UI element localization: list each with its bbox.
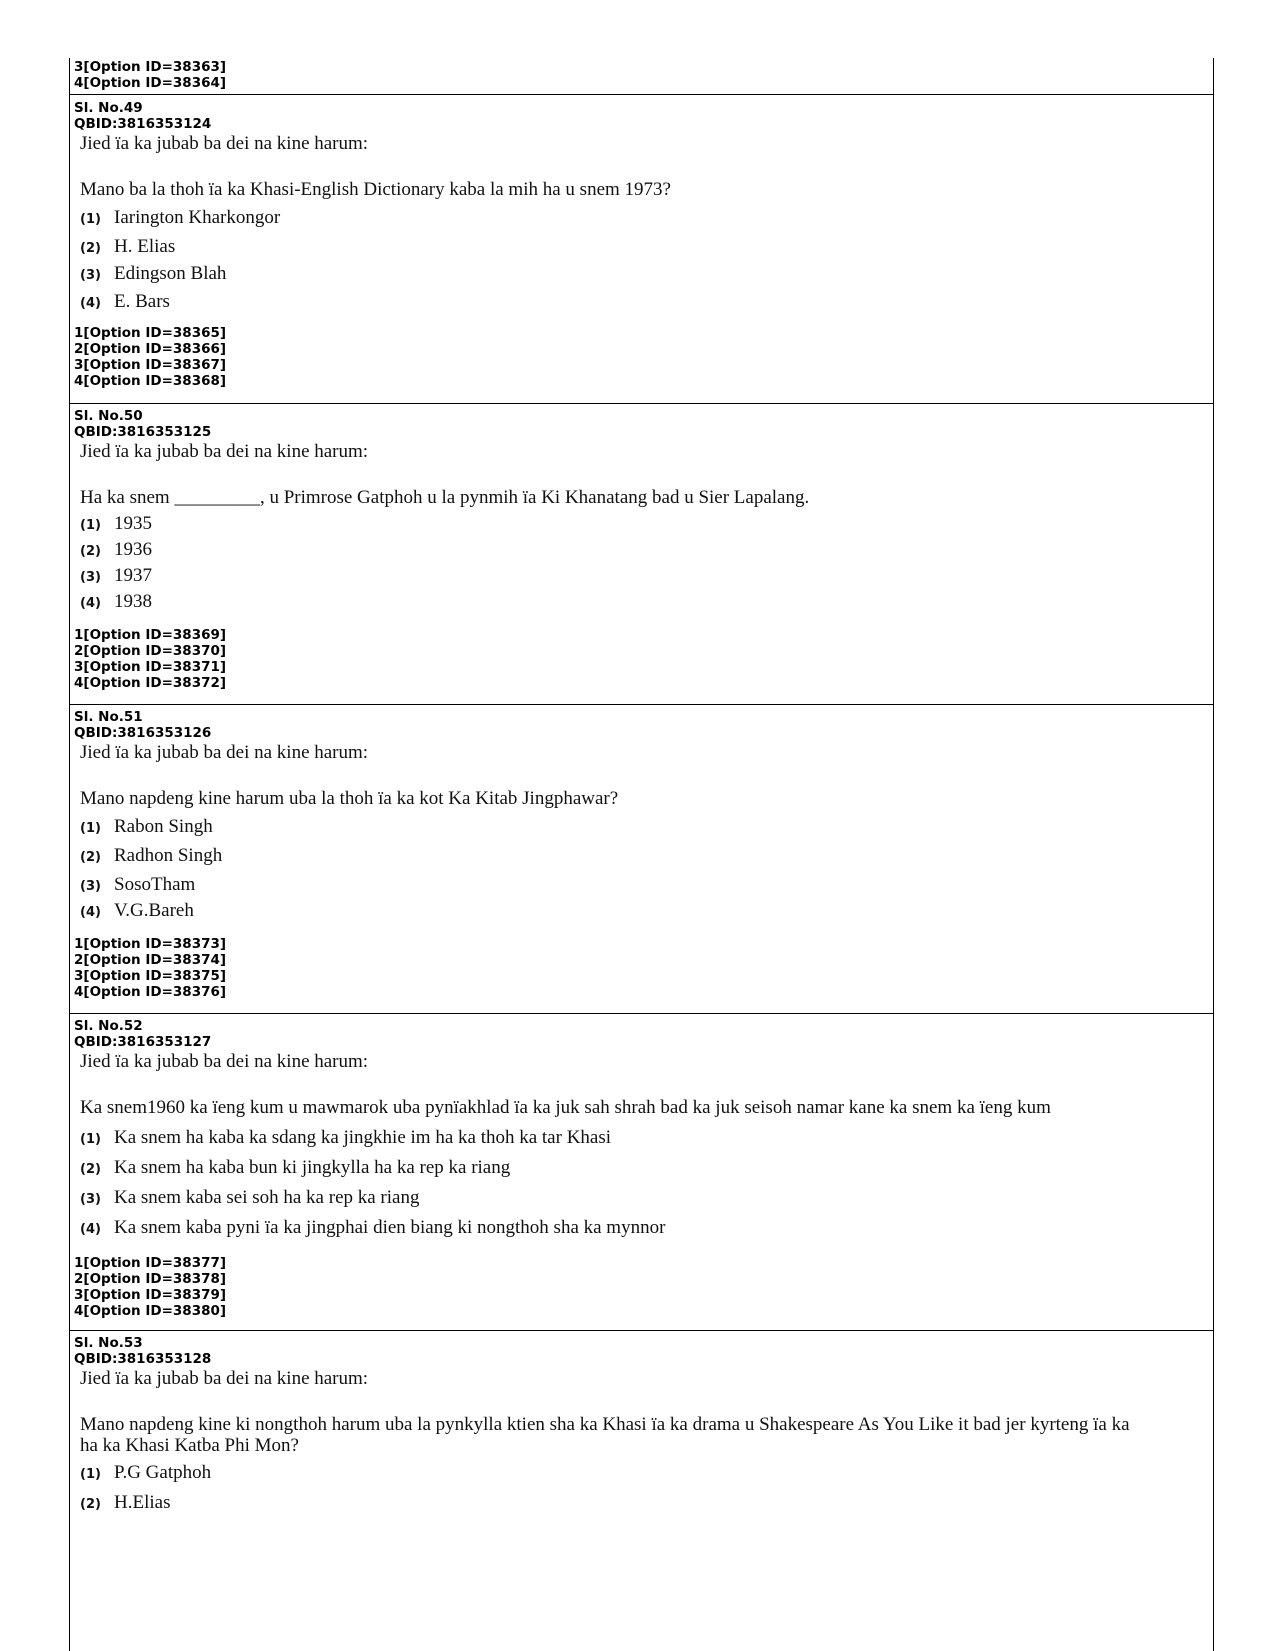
question-block — [70, 705, 1213, 1014]
qbid: QBID:3816353127 — [74, 1034, 212, 1050]
option-text: Radhon Singh — [114, 845, 223, 866]
option-number: (2) — [80, 1497, 101, 1512]
instruction: Jied ïa ka jubab ba dei na kine harum: — [80, 441, 369, 462]
option — [70, 291, 1213, 313]
instruction: Jied ïa ka jubab ba dei na kine harum: — [80, 742, 369, 763]
option-number: (3) — [80, 879, 101, 894]
option-id-line: 4[Option ID=38372] — [74, 675, 227, 691]
instruction: Jied ïa ka jubab ba dei na kine harum: — [80, 133, 369, 154]
option-id-line: 3[Option ID=38363] — [74, 59, 227, 75]
serial-number: Sl. No.53 — [74, 1335, 143, 1351]
option-number: (3) — [80, 570, 101, 585]
option-number: (2) — [80, 1162, 101, 1177]
option-text: H.Elias — [114, 1492, 171, 1513]
qbid: QBID:3816353124 — [74, 116, 212, 132]
option-id-line: 1[Option ID=38369] — [74, 627, 227, 643]
option-number: (2) — [80, 850, 101, 865]
option — [70, 845, 1213, 867]
serial-number: Sl. No.49 — [74, 100, 143, 116]
option-id-line: 4[Option ID=38376] — [74, 984, 227, 1000]
option-number: (1) — [80, 821, 101, 836]
option-id-line: 3[Option ID=38371] — [74, 659, 227, 675]
option-id-line: 3[Option ID=38379] — [74, 1287, 227, 1303]
serial-number: Sl. No.52 — [74, 1018, 143, 1034]
option-text: 1936 — [114, 539, 152, 560]
question-text: Mano napdeng kine harum uba la thoh ïa ka kot Ka Kitab Jingphawar? — [80, 788, 619, 809]
carryover-block — [70, 58, 1213, 95]
option-number: (4) — [80, 296, 101, 311]
question-text: Ha ka snem _________, u Primrose Gatphoh u la pynmih ïa Ki Khanatang bad u Sier Lapalang. — [80, 487, 810, 508]
option — [70, 1217, 1213, 1239]
option-text: Ka snem kaba pyni ïa ka jingphai dien biang ki nongthoh sha ka mynnor — [114, 1217, 666, 1238]
option-number: (2) — [80, 544, 101, 559]
option — [70, 900, 1213, 922]
option — [70, 263, 1213, 285]
option-text: SosoTham — [114, 874, 196, 895]
option-text: Iarington Kharkongor — [114, 207, 281, 228]
option-number: (4) — [80, 596, 101, 611]
option-text: V.G.Bareh — [114, 900, 194, 921]
option — [70, 1157, 1213, 1179]
question-block — [70, 95, 1213, 404]
option-text: 1938 — [114, 591, 152, 612]
option-number: (2) — [80, 241, 101, 256]
qbid: QBID:3816353126 — [74, 725, 212, 741]
question-text: Mano napdeng kine ki nongthoh harum uba la pynkylla ktien sha ka Khasi ïa ka drama u Shakespeare As You Like it bad jer kyrteng ïa ka ha ka Khasi Katba Phi Mon? — [80, 1414, 1130, 1456]
option-id-line: 3[Option ID=38375] — [74, 968, 227, 984]
option-text: Ka snem ha kaba ka sdang ka jingkhie im ha ka thoh ka tar Khasi — [114, 1127, 612, 1148]
option-id-line: 1[Option ID=38377] — [74, 1255, 227, 1271]
option-id-line: 2[Option ID=38370] — [74, 643, 227, 659]
option — [70, 1492, 1213, 1514]
instruction: Jied ïa ka jubab ba dei na kine harum: — [80, 1051, 369, 1072]
option — [70, 565, 1213, 587]
option-text: H. Elias — [114, 236, 176, 257]
option-text: Edingson Blah — [114, 263, 227, 284]
option-number: (4) — [80, 905, 101, 920]
question-block — [70, 404, 1213, 705]
option-number: (1) — [80, 518, 101, 533]
option — [70, 236, 1213, 258]
question-text: Mano ba la thoh ïa ka Khasi-English Dictionary kaba la mih ha u snem 1973? — [80, 179, 671, 200]
option-id-line: 4[Option ID=38364] — [74, 75, 227, 91]
option-id-line: 1[Option ID=38373] — [74, 936, 227, 952]
option-text: 1935 — [114, 513, 152, 534]
option-number: (1) — [80, 1132, 101, 1147]
option — [70, 207, 1213, 229]
option-id-line: 1[Option ID=38365] — [74, 325, 227, 341]
option — [70, 1127, 1213, 1149]
option-id-line: 4[Option ID=38380] — [74, 1303, 227, 1319]
option-text: Ka snem kaba sei soh ha ka rep ka riang — [114, 1187, 420, 1208]
option-text: E. Bars — [114, 291, 170, 312]
option-text: 1937 — [114, 565, 152, 586]
question-text: Ka snem1960 ka ïeng kum u mawmarok uba pynïakhlad ïa ka juk sah shrah bad ka juk seisoh namar kane ka snem ka ïeng kum — [80, 1097, 1051, 1118]
option-number: (1) — [80, 212, 101, 227]
instruction: Jied ïa ka jubab ba dei na kine harum: — [80, 1368, 369, 1389]
qbid: QBID:3816353125 — [74, 424, 212, 440]
option-number: (4) — [80, 1222, 101, 1237]
option — [70, 591, 1213, 613]
document-page — [69, 58, 1214, 1651]
option — [70, 816, 1213, 838]
option-id-line: 2[Option ID=38374] — [74, 952, 227, 968]
option-number: (1) — [80, 1467, 101, 1482]
option-id-line: 2[Option ID=38378] — [74, 1271, 227, 1287]
option-id-line: 2[Option ID=38366] — [74, 341, 227, 357]
option-id-line: 4[Option ID=38368] — [74, 373, 227, 389]
serial-number: Sl. No.50 — [74, 408, 143, 424]
option-id-line: 3[Option ID=38367] — [74, 357, 227, 373]
option — [70, 539, 1213, 561]
option-number: (3) — [80, 1192, 101, 1207]
option — [70, 1462, 1213, 1484]
option — [70, 1187, 1213, 1209]
option — [70, 513, 1213, 535]
qbid: QBID:3816353128 — [74, 1351, 212, 1367]
option-text: Rabon Singh — [114, 816, 213, 837]
option — [70, 874, 1213, 896]
serial-number: Sl. No.51 — [74, 709, 143, 725]
option-text: P.G Gatphoh — [114, 1462, 212, 1483]
option-text: Ka snem ha kaba bun ki jingkylla ha ka rep ka riang — [114, 1157, 511, 1178]
question-block — [70, 1014, 1213, 1331]
option-number: (3) — [80, 268, 101, 283]
question-block — [70, 1331, 1213, 1514]
